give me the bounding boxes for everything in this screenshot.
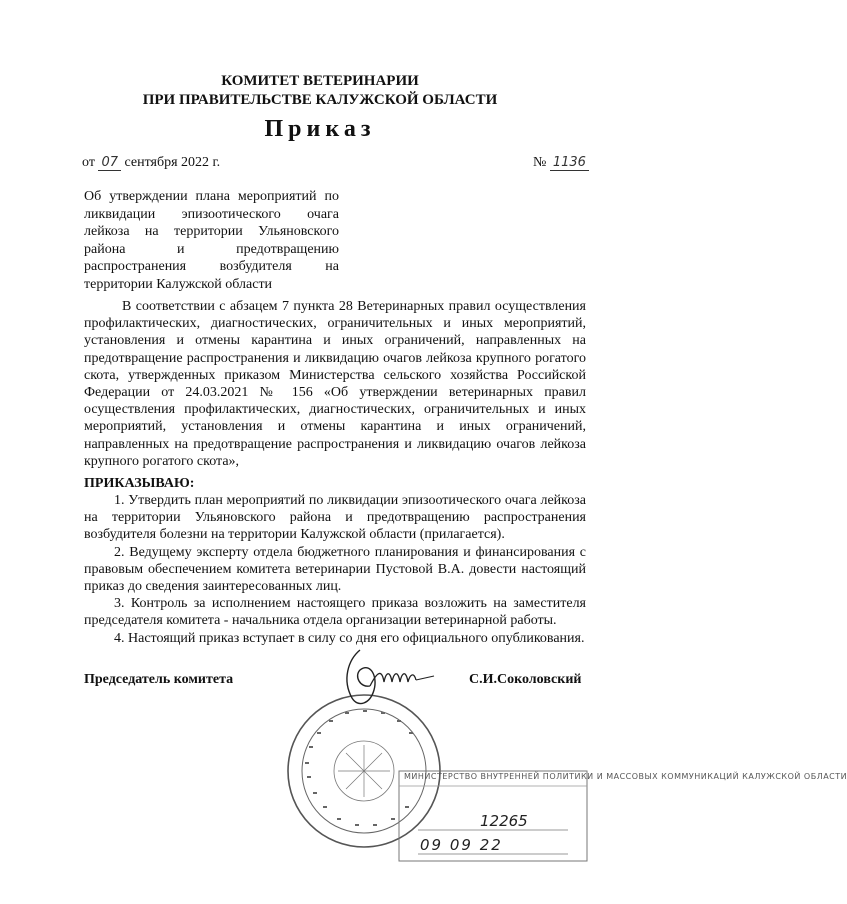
order-date xyxy=(82,155,220,171)
order-subject xyxy=(84,188,339,293)
order-item: 3. Контроль за исполнением настоящего приказа возложить на заместителя председателя комитета - начальника отдела организации ветеринарной работы. xyxy=(84,596,586,629)
stamp-number-handwritten: 12265 xyxy=(480,812,528,830)
subject-line: лейкоза на территории Ульяновского xyxy=(84,224,339,239)
order-number xyxy=(533,155,589,171)
signer-role: Председатель комитета xyxy=(84,672,234,687)
date-day-handwritten: 07 xyxy=(98,155,121,171)
order-item: 1. Утвердить план мероприятий по ликвидации эпизоотического очага лейкоза на территории Ульяновского района и предотвращению распространения возбудителя болезни на территории Калужской области (прилагается). xyxy=(84,493,586,543)
signer-name: С.И.Соколовский xyxy=(469,672,582,687)
order-items xyxy=(84,492,586,647)
stamp-date-handwritten: 09 09 22 xyxy=(420,836,503,854)
org-name-line2: ПРИ ПРАВИТЕЛЬСТВЕ КАЛУЖСКОЙ ОБЛАСТИ xyxy=(142,92,498,108)
subject-line: района и предотвращению xyxy=(84,241,339,257)
subject-line: территории Калужской области xyxy=(84,276,273,292)
subject-line: распространения возбудителя на xyxy=(84,259,339,274)
date-prefix: от xyxy=(82,155,95,170)
registration-stamp xyxy=(398,770,847,862)
number-handwritten: 1136 xyxy=(550,155,589,171)
stamp-org: МИНИСТЕРСТВО ВНУТРЕННЕЙ ПОЛИТИКИ И МАССОВЫХ КОММУНИКАЦИЙ КАЛУЖСКОЙ ОБЛАСТИ xyxy=(404,772,847,781)
org-name-line1: КОМИТЕТ ВЕТЕРИНАРИИ xyxy=(221,73,419,89)
order-item: 2. Ведущему эксперту отдела бюджетного планирования и финансирования с правовым обеспечением комитета ветеринарии Пустовой В.А. довести настоящий приказ до сведения заинтересованных лиц. xyxy=(84,544,586,595)
preamble-paragraph: В соответствии с абзацем 7 пункта 28 Ветеринарных правил осуществления профилактических, диагностических, ограничительных и иных мероприятий, установления и отмены карантина и иных ограничений, направленных на предотвращение распространения и ликвидацию очагов лейкоза крупного рогатого скота, утвержденных приказом Министерства сельского хозяйства Российской Федерации от 24.03.2021 № 156 «Об утверждении ветеринарных правил осуществления профилактических, диагностических, ограничительных и иных мероприятий, установления и отмены карантина и иных ограничений, направленных на предотвращение распространения и ликвидацию очагов лейкоза крупного рогатого скота», xyxy=(84,299,586,469)
number-sign: № xyxy=(533,155,547,170)
order-item: 4. Настоящий приказ вступает в силу со дня его официального опубликования. xyxy=(114,630,585,646)
subject-line: ликвидации эпизоотического очага xyxy=(84,206,339,222)
date-month-year: сентября 2022 г. xyxy=(124,155,221,170)
subject-line: Об утверждении плана мероприятий по xyxy=(84,189,339,204)
document-type-title: Приказ xyxy=(264,116,376,142)
order-heading: ПРИКАЗЫВАЮ: xyxy=(84,476,195,491)
handwritten-signature xyxy=(330,640,440,715)
